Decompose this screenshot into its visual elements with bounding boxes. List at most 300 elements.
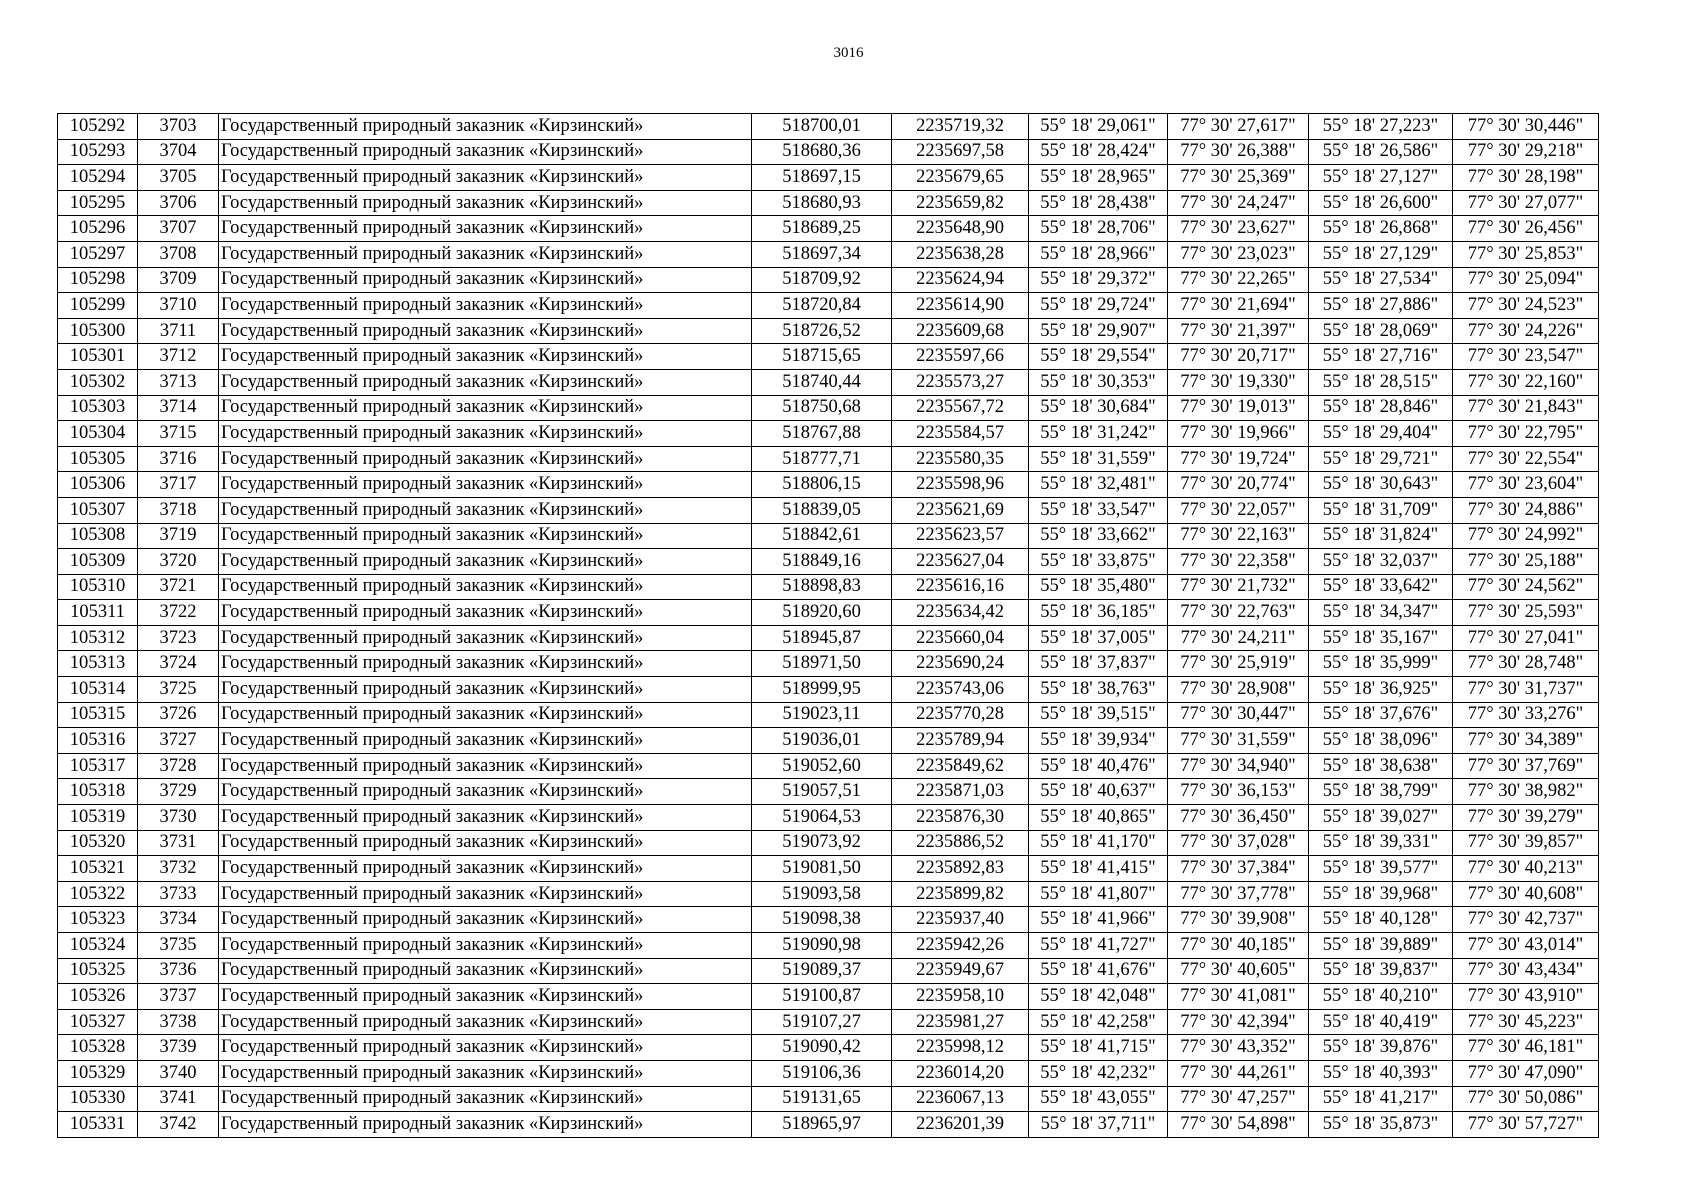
cell-coord-x: 519064,53 <box>752 805 892 831</box>
cell-row-number: 105297 <box>58 241 138 267</box>
cell-zone-name: Государственный природный заказник «Кирзинский» <box>219 1060 752 1086</box>
cell-latitude-1: 55° 18' 33,547" <box>1029 497 1168 523</box>
cell-coord-y: 2236014,20 <box>892 1060 1029 1086</box>
cell-zone-name: Государственный природный заказник «Кирзинский» <box>219 1009 752 1035</box>
cell-latitude-2: 55° 18' 27,127" <box>1309 165 1453 191</box>
cell-latitude-2: 55° 18' 27,129" <box>1309 241 1453 267</box>
cell-longitude-2: 77° 30' 25,853" <box>1453 241 1599 267</box>
cell-row-number: 105317 <box>58 753 138 779</box>
cell-zone-name: Государственный природный заказник «Кирзинский» <box>219 625 752 651</box>
cell-row-number: 105296 <box>58 216 138 242</box>
cell-latitude-2: 55° 18' 32,037" <box>1309 549 1453 575</box>
cell-coord-y: 2235660,04 <box>892 625 1029 651</box>
coordinates-table <box>57 113 1599 1138</box>
cell-coord-x: 518849,16 <box>752 549 892 575</box>
cell-coord-x: 518700,01 <box>752 114 892 140</box>
cell-longitude-1: 77° 30' 47,257" <box>1168 1086 1309 1112</box>
cell-point-number: 3705 <box>138 165 219 191</box>
cell-latitude-2: 55° 18' 35,873" <box>1309 1112 1453 1138</box>
cell-row-number: 105305 <box>58 446 138 472</box>
cell-coord-x: 518971,50 <box>752 651 892 677</box>
cell-longitude-2: 77° 30' 26,456" <box>1453 216 1599 242</box>
table-row <box>58 728 1599 754</box>
cell-point-number: 3721 <box>138 574 219 600</box>
cell-latitude-2: 55° 18' 34,347" <box>1309 600 1453 626</box>
cell-row-number: 105310 <box>58 574 138 600</box>
table-row <box>58 984 1599 1010</box>
cell-longitude-1: 77° 30' 22,265" <box>1168 267 1309 293</box>
table-row <box>58 293 1599 319</box>
cell-latitude-1: 55° 18' 40,637" <box>1029 779 1168 805</box>
cell-point-number: 3718 <box>138 497 219 523</box>
cell-coord-y: 2235892,83 <box>892 856 1029 882</box>
cell-latitude-1: 55° 18' 37,837" <box>1029 651 1168 677</box>
cell-zone-name: Государственный природный заказник «Кирзинский» <box>219 574 752 600</box>
cell-latitude-1: 55° 18' 31,559" <box>1029 446 1168 472</box>
cell-coord-y: 2235638,28 <box>892 241 1029 267</box>
cell-coord-x: 518680,36 <box>752 139 892 165</box>
cell-point-number: 3742 <box>138 1112 219 1138</box>
cell-point-number: 3740 <box>138 1060 219 1086</box>
cell-point-number: 3729 <box>138 779 219 805</box>
cell-row-number: 105303 <box>58 395 138 421</box>
cell-longitude-1: 77° 30' 39,908" <box>1168 907 1309 933</box>
cell-latitude-2: 55° 18' 41,217" <box>1309 1086 1453 1112</box>
cell-longitude-2: 77° 30' 29,218" <box>1453 139 1599 165</box>
cell-latitude-2: 55° 18' 35,999" <box>1309 651 1453 677</box>
cell-row-number: 105298 <box>58 267 138 293</box>
cell-longitude-1: 77° 30' 25,919" <box>1168 651 1309 677</box>
cell-latitude-2: 55° 18' 38,638" <box>1309 753 1453 779</box>
cell-zone-name: Государственный природный заказник «Кирзинский» <box>219 369 752 395</box>
cell-longitude-1: 77° 30' 37,028" <box>1168 830 1309 856</box>
cell-coord-x: 519036,01 <box>752 728 892 754</box>
cell-latitude-1: 55° 18' 41,676" <box>1029 958 1168 984</box>
cell-coord-y: 2235942,26 <box>892 933 1029 959</box>
cell-point-number: 3723 <box>138 625 219 651</box>
cell-longitude-2: 77° 30' 27,077" <box>1453 190 1599 216</box>
cell-zone-name: Государственный природный заказник «Кирзинский» <box>219 830 752 856</box>
cell-point-number: 3731 <box>138 830 219 856</box>
cell-latitude-2: 55° 18' 30,643" <box>1309 472 1453 498</box>
cell-longitude-2: 77° 30' 24,992" <box>1453 523 1599 549</box>
table-row <box>58 753 1599 779</box>
cell-row-number: 105292 <box>58 114 138 140</box>
cell-coord-y: 2235949,67 <box>892 958 1029 984</box>
table-row <box>58 549 1599 575</box>
table-row <box>58 344 1599 370</box>
cell-coord-y: 2235871,03 <box>892 779 1029 805</box>
cell-longitude-2: 77° 30' 31,737" <box>1453 677 1599 703</box>
cell-coord-x: 518715,65 <box>752 344 892 370</box>
cell-row-number: 105312 <box>58 625 138 651</box>
cell-latitude-1: 55° 18' 37,711" <box>1029 1112 1168 1138</box>
table-row <box>58 369 1599 395</box>
cell-zone-name: Государственный природный заказник «Кирзинский» <box>219 139 752 165</box>
table-row <box>58 114 1599 140</box>
cell-latitude-1: 55° 18' 41,415" <box>1029 856 1168 882</box>
cell-longitude-2: 77° 30' 43,014" <box>1453 933 1599 959</box>
cell-longitude-2: 77° 30' 50,086" <box>1453 1086 1599 1112</box>
cell-zone-name: Государственный природный заказник «Кирзинский» <box>219 702 752 728</box>
cell-longitude-2: 77° 30' 28,748" <box>1453 651 1599 677</box>
cell-longitude-1: 77° 30' 43,352" <box>1168 1035 1309 1061</box>
cell-zone-name: Государственный природный заказник «Кирзинский» <box>219 1086 752 1112</box>
cell-point-number: 3730 <box>138 805 219 831</box>
cell-coord-x: 518697,34 <box>752 241 892 267</box>
cell-zone-name: Государственный природный заказник «Кирзинский» <box>219 267 752 293</box>
cell-point-number: 3725 <box>138 677 219 703</box>
cell-latitude-1: 55° 18' 42,232" <box>1029 1060 1168 1086</box>
cell-coord-x: 518767,88 <box>752 421 892 447</box>
cell-coord-y: 2235719,32 <box>892 114 1029 140</box>
cell-coord-y: 2235981,27 <box>892 1009 1029 1035</box>
cell-longitude-2: 77° 30' 34,389" <box>1453 728 1599 754</box>
cell-coord-x: 518697,15 <box>752 165 892 191</box>
cell-coord-x: 519106,36 <box>752 1060 892 1086</box>
cell-point-number: 3733 <box>138 881 219 907</box>
table-row <box>58 651 1599 677</box>
cell-longitude-2: 77° 30' 23,604" <box>1453 472 1599 498</box>
cell-point-number: 3709 <box>138 267 219 293</box>
cell-coord-x: 518898,83 <box>752 574 892 600</box>
cell-point-number: 3726 <box>138 702 219 728</box>
cell-coord-y: 2235584,57 <box>892 421 1029 447</box>
cell-longitude-2: 77° 30' 25,188" <box>1453 549 1599 575</box>
cell-row-number: 105300 <box>58 318 138 344</box>
cell-zone-name: Государственный природный заказник «Кирзинский» <box>219 907 752 933</box>
cell-row-number: 105315 <box>58 702 138 728</box>
cell-row-number: 105293 <box>58 139 138 165</box>
cell-latitude-2: 55° 18' 27,716" <box>1309 344 1453 370</box>
cell-coord-x: 519090,42 <box>752 1035 892 1061</box>
cell-zone-name: Государственный природный заказник «Кирзинский» <box>219 549 752 575</box>
cell-row-number: 105321 <box>58 856 138 882</box>
cell-coord-x: 519090,98 <box>752 933 892 959</box>
cell-point-number: 3728 <box>138 753 219 779</box>
cell-point-number: 3711 <box>138 318 219 344</box>
cell-longitude-1: 77° 30' 19,330" <box>1168 369 1309 395</box>
cell-coord-y: 2235849,62 <box>892 753 1029 779</box>
cell-zone-name: Государственный природный заказник «Кирзинский» <box>219 190 752 216</box>
cell-coord-x: 519098,38 <box>752 907 892 933</box>
table-row <box>58 139 1599 165</box>
cell-longitude-2: 77° 30' 39,279" <box>1453 805 1599 831</box>
cell-zone-name: Государственный природный заказник «Кирзинский» <box>219 165 752 191</box>
cell-latitude-1: 55° 18' 42,048" <box>1029 984 1168 1010</box>
cell-zone-name: Государственный природный заказник «Кирзинский» <box>219 318 752 344</box>
cell-latitude-1: 55° 18' 33,875" <box>1029 549 1168 575</box>
cell-coord-y: 2235886,52 <box>892 830 1029 856</box>
table-row <box>58 190 1599 216</box>
cell-longitude-2: 77° 30' 21,843" <box>1453 395 1599 421</box>
cell-longitude-2: 77° 30' 23,547" <box>1453 344 1599 370</box>
cell-longitude-2: 77° 30' 33,276" <box>1453 702 1599 728</box>
cell-longitude-1: 77° 30' 30,447" <box>1168 702 1309 728</box>
cell-point-number: 3714 <box>138 395 219 421</box>
table-row <box>58 856 1599 882</box>
cell-coord-x: 518945,87 <box>752 625 892 651</box>
cell-coord-y: 2235648,90 <box>892 216 1029 242</box>
cell-row-number: 105320 <box>58 830 138 856</box>
cell-longitude-2: 77° 30' 24,226" <box>1453 318 1599 344</box>
cell-longitude-1: 77° 30' 25,369" <box>1168 165 1309 191</box>
table-row <box>58 216 1599 242</box>
cell-latitude-1: 55° 18' 31,242" <box>1029 421 1168 447</box>
cell-longitude-1: 77° 30' 40,605" <box>1168 958 1309 984</box>
cell-latitude-2: 55° 18' 40,210" <box>1309 984 1453 1010</box>
cell-zone-name: Государственный природный заказник «Кирзинский» <box>219 1112 752 1138</box>
cell-coord-x: 518920,60 <box>752 600 892 626</box>
cell-coord-y: 2235573,27 <box>892 369 1029 395</box>
cell-point-number: 3722 <box>138 600 219 626</box>
cell-longitude-2: 77° 30' 57,727" <box>1453 1112 1599 1138</box>
cell-coord-x: 518720,84 <box>752 293 892 319</box>
cell-coord-x: 519023,11 <box>752 702 892 728</box>
cell-longitude-1: 77° 30' 36,153" <box>1168 779 1309 805</box>
cell-coord-x: 518709,92 <box>752 267 892 293</box>
cell-zone-name: Государственный природный заказник «Кирзинский» <box>219 523 752 549</box>
cell-latitude-2: 55° 18' 39,968" <box>1309 881 1453 907</box>
cell-latitude-2: 55° 18' 28,515" <box>1309 369 1453 395</box>
cell-coord-y: 2235743,06 <box>892 677 1029 703</box>
cell-longitude-1: 77° 30' 19,724" <box>1168 446 1309 472</box>
cell-coord-y: 2236201,39 <box>892 1112 1029 1138</box>
cell-point-number: 3720 <box>138 549 219 575</box>
cell-latitude-2: 55° 18' 28,069" <box>1309 318 1453 344</box>
cell-longitude-1: 77° 30' 42,394" <box>1168 1009 1309 1035</box>
cell-longitude-2: 77° 30' 47,090" <box>1453 1060 1599 1086</box>
cell-longitude-1: 77° 30' 24,247" <box>1168 190 1309 216</box>
cell-latitude-2: 55° 18' 39,837" <box>1309 958 1453 984</box>
cell-zone-name: Государственный природный заказник «Кирзинский» <box>219 728 752 754</box>
cell-latitude-2: 55° 18' 40,128" <box>1309 907 1453 933</box>
cell-row-number: 105322 <box>58 881 138 907</box>
cell-latitude-1: 55° 18' 29,372" <box>1029 267 1168 293</box>
cell-point-number: 3707 <box>138 216 219 242</box>
cell-point-number: 3713 <box>138 369 219 395</box>
cell-zone-name: Государственный природный заказник «Кирзинский» <box>219 984 752 1010</box>
table-row <box>58 523 1599 549</box>
cell-latitude-1: 55° 18' 28,965" <box>1029 165 1168 191</box>
cell-latitude-1: 55° 18' 33,662" <box>1029 523 1168 549</box>
cell-point-number: 3703 <box>138 114 219 140</box>
cell-latitude-2: 55° 18' 26,600" <box>1309 190 1453 216</box>
cell-point-number: 3732 <box>138 856 219 882</box>
cell-point-number: 3704 <box>138 139 219 165</box>
cell-coord-y: 2235789,94 <box>892 728 1029 754</box>
cell-longitude-2: 77° 30' 38,982" <box>1453 779 1599 805</box>
table-row <box>58 472 1599 498</box>
table-row <box>58 165 1599 191</box>
cell-zone-name: Государственный природный заказник «Кирзинский» <box>219 600 752 626</box>
cell-longitude-1: 77° 30' 40,185" <box>1168 933 1309 959</box>
table-row <box>58 805 1599 831</box>
cell-longitude-1: 77° 30' 19,966" <box>1168 421 1309 447</box>
cell-row-number: 105314 <box>58 677 138 703</box>
cell-longitude-2: 77° 30' 40,608" <box>1453 881 1599 907</box>
cell-zone-name: Государственный природный заказник «Кирзинский» <box>219 677 752 703</box>
cell-point-number: 3734 <box>138 907 219 933</box>
cell-longitude-1: 77° 30' 20,717" <box>1168 344 1309 370</box>
cell-longitude-1: 77° 30' 23,023" <box>1168 241 1309 267</box>
cell-zone-name: Государственный природный заказник «Кирзинский» <box>219 472 752 498</box>
cell-zone-name: Государственный природный заказник «Кирзинский» <box>219 293 752 319</box>
cell-latitude-1: 55° 18' 41,170" <box>1029 830 1168 856</box>
cell-latitude-2: 55° 18' 39,577" <box>1309 856 1453 882</box>
table-row <box>58 497 1599 523</box>
cell-latitude-2: 55° 18' 27,223" <box>1309 114 1453 140</box>
cell-coord-x: 518965,97 <box>752 1112 892 1138</box>
cell-coord-y: 2235634,42 <box>892 600 1029 626</box>
cell-latitude-2: 55° 18' 36,925" <box>1309 677 1453 703</box>
cell-coord-x: 518999,95 <box>752 677 892 703</box>
cell-longitude-1: 77° 30' 20,774" <box>1168 472 1309 498</box>
cell-zone-name: Государственный природный заказник «Кирзинский» <box>219 241 752 267</box>
cell-coord-x: 518842,61 <box>752 523 892 549</box>
cell-longitude-1: 77° 30' 22,763" <box>1168 600 1309 626</box>
cell-longitude-2: 77° 30' 43,434" <box>1453 958 1599 984</box>
cell-longitude-1: 77° 30' 24,211" <box>1168 625 1309 651</box>
cell-row-number: 105316 <box>58 728 138 754</box>
cell-latitude-2: 55° 18' 40,419" <box>1309 1009 1453 1035</box>
cell-longitude-1: 77° 30' 34,940" <box>1168 753 1309 779</box>
table-row <box>58 574 1599 600</box>
cell-longitude-1: 77° 30' 21,694" <box>1168 293 1309 319</box>
cell-coord-x: 519057,51 <box>752 779 892 805</box>
cell-zone-name: Государственный природный заказник «Кирзинский» <box>219 395 752 421</box>
cell-coord-y: 2235621,69 <box>892 497 1029 523</box>
cell-zone-name: Государственный природный заказник «Кирзинский» <box>219 958 752 984</box>
cell-longitude-1: 77° 30' 44,261" <box>1168 1060 1309 1086</box>
cell-longitude-2: 77° 30' 24,523" <box>1453 293 1599 319</box>
cell-latitude-2: 55° 18' 31,709" <box>1309 497 1453 523</box>
cell-latitude-1: 55° 18' 28,706" <box>1029 216 1168 242</box>
cell-row-number: 105304 <box>58 421 138 447</box>
cell-coord-y: 2235597,66 <box>892 344 1029 370</box>
cell-row-number: 105326 <box>58 984 138 1010</box>
cell-longitude-1: 77° 30' 26,388" <box>1168 139 1309 165</box>
cell-coord-x: 519073,92 <box>752 830 892 856</box>
cell-coord-y: 2235598,96 <box>892 472 1029 498</box>
cell-coord-x: 518839,05 <box>752 497 892 523</box>
cell-longitude-2: 77° 30' 22,795" <box>1453 421 1599 447</box>
cell-row-number: 105309 <box>58 549 138 575</box>
cell-latitude-2: 55° 18' 29,721" <box>1309 446 1453 472</box>
cell-row-number: 105319 <box>58 805 138 831</box>
cell-zone-name: Государственный природный заказник «Кирзинский» <box>219 856 752 882</box>
cell-longitude-1: 77° 30' 21,732" <box>1168 574 1309 600</box>
cell-latitude-1: 55° 18' 28,438" <box>1029 190 1168 216</box>
cell-latitude-2: 55° 18' 33,642" <box>1309 574 1453 600</box>
cell-row-number: 105327 <box>58 1009 138 1035</box>
cell-coord-y: 2235998,12 <box>892 1035 1029 1061</box>
cell-latitude-1: 55° 18' 42,258" <box>1029 1009 1168 1035</box>
cell-point-number: 3727 <box>138 728 219 754</box>
cell-longitude-1: 77° 30' 22,163" <box>1168 523 1309 549</box>
cell-row-number: 105294 <box>58 165 138 191</box>
cell-row-number: 105306 <box>58 472 138 498</box>
cell-longitude-2: 77° 30' 28,198" <box>1453 165 1599 191</box>
cell-longitude-2: 77° 30' 43,910" <box>1453 984 1599 1010</box>
cell-latitude-1: 55° 18' 32,481" <box>1029 472 1168 498</box>
cell-point-number: 3741 <box>138 1086 219 1112</box>
table-row <box>58 241 1599 267</box>
cell-latitude-1: 55° 18' 37,005" <box>1029 625 1168 651</box>
page-number: 3016 <box>833 45 864 61</box>
cell-coord-y: 2235679,65 <box>892 165 1029 191</box>
cell-zone-name: Государственный природный заказник «Кирзинский» <box>219 114 752 140</box>
cell-coord-y: 2235876,30 <box>892 805 1029 831</box>
cell-coord-y: 2235609,68 <box>892 318 1029 344</box>
table-row <box>58 318 1599 344</box>
cell-latitude-1: 55° 18' 29,061" <box>1029 114 1168 140</box>
table-body <box>58 114 1599 1138</box>
cell-latitude-1: 55° 18' 39,934" <box>1029 728 1168 754</box>
cell-zone-name: Государственный природный заказник «Кирзинский» <box>219 216 752 242</box>
table-row <box>58 421 1599 447</box>
cell-longitude-1: 77° 30' 21,397" <box>1168 318 1309 344</box>
cell-coord-x: 519093,58 <box>752 881 892 907</box>
cell-coord-x: 519089,37 <box>752 958 892 984</box>
table-row <box>58 907 1599 933</box>
cell-latitude-1: 55° 18' 40,476" <box>1029 753 1168 779</box>
cell-zone-name: Государственный природный заказник «Кирзинский» <box>219 1035 752 1061</box>
table-row <box>58 830 1599 856</box>
cell-longitude-1: 77° 30' 37,384" <box>1168 856 1309 882</box>
cell-latitude-2: 55° 18' 39,331" <box>1309 830 1453 856</box>
cell-row-number: 105323 <box>58 907 138 933</box>
cell-coord-y: 2235899,82 <box>892 881 1029 907</box>
cell-longitude-2: 77° 30' 40,213" <box>1453 856 1599 882</box>
cell-coord-y: 2235624,94 <box>892 267 1029 293</box>
cell-zone-name: Государственный природный заказник «Кирзинский» <box>219 446 752 472</box>
cell-coord-y: 2235770,28 <box>892 702 1029 728</box>
cell-latitude-1: 55° 18' 30,684" <box>1029 395 1168 421</box>
table-row <box>58 1035 1599 1061</box>
cell-latitude-1: 55° 18' 29,907" <box>1029 318 1168 344</box>
cell-coord-y: 2235958,10 <box>892 984 1029 1010</box>
cell-zone-name: Государственный природный заказник «Кирзинский» <box>219 344 752 370</box>
cell-longitude-2: 77° 30' 24,886" <box>1453 497 1599 523</box>
cell-coord-y: 2236067,13 <box>892 1086 1029 1112</box>
cell-coord-y: 2235690,24 <box>892 651 1029 677</box>
cell-longitude-2: 77° 30' 42,737" <box>1453 907 1599 933</box>
cell-latitude-1: 55° 18' 41,727" <box>1029 933 1168 959</box>
cell-point-number: 3737 <box>138 984 219 1010</box>
cell-latitude-1: 55° 18' 28,966" <box>1029 241 1168 267</box>
cell-coord-y: 2235937,40 <box>892 907 1029 933</box>
cell-latitude-2: 55° 18' 38,799" <box>1309 779 1453 805</box>
cell-row-number: 105311 <box>58 600 138 626</box>
cell-latitude-2: 55° 18' 28,846" <box>1309 395 1453 421</box>
cell-longitude-2: 77° 30' 25,094" <box>1453 267 1599 293</box>
cell-longitude-1: 77° 30' 27,617" <box>1168 114 1309 140</box>
cell-latitude-2: 55° 18' 37,676" <box>1309 702 1453 728</box>
cell-latitude-2: 55° 18' 31,824" <box>1309 523 1453 549</box>
cell-coord-y: 2235627,04 <box>892 549 1029 575</box>
cell-row-number: 105302 <box>58 369 138 395</box>
cell-longitude-1: 77° 30' 19,013" <box>1168 395 1309 421</box>
cell-longitude-2: 77° 30' 37,769" <box>1453 753 1599 779</box>
cell-coord-x: 518740,44 <box>752 369 892 395</box>
cell-coord-y: 2235623,57 <box>892 523 1029 549</box>
cell-point-number: 3715 <box>138 421 219 447</box>
cell-longitude-2: 77° 30' 39,857" <box>1453 830 1599 856</box>
cell-coord-x: 518726,52 <box>752 318 892 344</box>
cell-point-number: 3717 <box>138 472 219 498</box>
cell-row-number: 105295 <box>58 190 138 216</box>
